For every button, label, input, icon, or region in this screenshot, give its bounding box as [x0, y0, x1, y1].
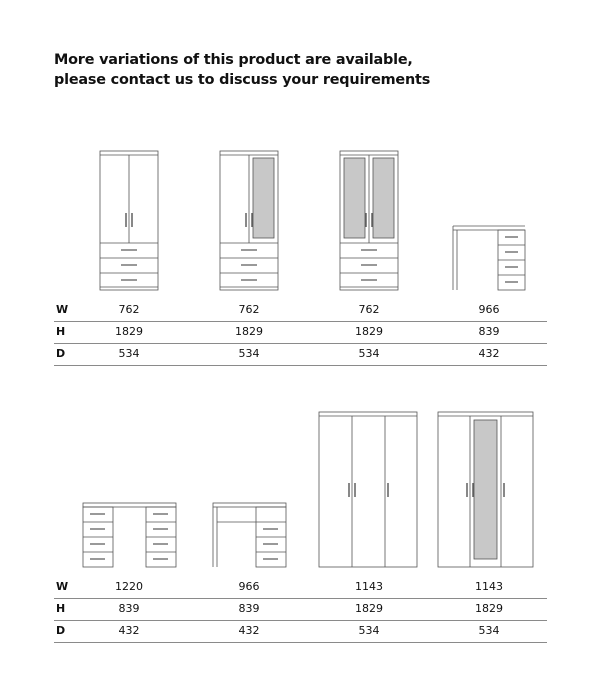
product-drawing-wardrobe-2mirror [340, 151, 398, 290]
height-value: 1829 [355, 602, 383, 615]
width-value: 966 [478, 303, 500, 316]
width-row [54, 577, 547, 599]
dimensions-table-1 [54, 300, 547, 366]
height-label: H [56, 325, 66, 338]
depth-value: 534 [118, 347, 140, 360]
depth-label: D [56, 624, 66, 637]
depth-value: 432 [478, 347, 500, 360]
height-label: H [56, 602, 66, 615]
width-row [54, 300, 547, 322]
width-value: 1220 [115, 580, 143, 593]
product-drawing-double-pedestal-table [83, 503, 176, 567]
depth-value: 432 [118, 624, 140, 637]
product-drawing-wardrobe-2door [100, 151, 158, 290]
depth-label: D [56, 347, 66, 360]
depth-row [54, 621, 547, 643]
product-drawing-dressing-table-3drawer [213, 503, 286, 567]
width-value: 1143 [355, 580, 383, 593]
height-value: 839 [118, 602, 140, 615]
product-drawing-wardrobe-3door-mirror [438, 412, 533, 567]
width-value: 762 [358, 303, 380, 316]
width-value: 762 [118, 303, 140, 316]
height-value: 1829 [475, 602, 503, 615]
product-drawing-wardrobe-3door [319, 412, 417, 567]
depth-value: 534 [358, 624, 380, 637]
height-value: 1829 [235, 325, 263, 338]
width-value: 1143 [475, 580, 503, 593]
depth-value: 534 [358, 347, 380, 360]
dimensions-table-2 [54, 577, 547, 643]
depth-row [54, 344, 547, 366]
product-drawing-dressing-table-4drawer [453, 226, 525, 290]
depth-value: 534 [478, 624, 500, 637]
width-value: 966 [238, 580, 260, 593]
product-drawing-wardrobe-1mirror [220, 151, 278, 290]
heading-line-2: please contact us to discuss your requirements [54, 72, 431, 88]
height-row [54, 322, 547, 344]
height-value: 1829 [115, 325, 143, 338]
height-value: 839 [478, 325, 500, 338]
width-label: W [56, 303, 69, 316]
width-label: W [56, 580, 69, 593]
height-value: 1829 [355, 325, 383, 338]
depth-value: 432 [238, 624, 260, 637]
height-row [54, 599, 547, 621]
width-value: 762 [238, 303, 260, 316]
depth-value: 534 [238, 347, 260, 360]
height-value: 839 [238, 602, 260, 615]
heading-line-1: More variations of this product are available, [54, 52, 413, 68]
